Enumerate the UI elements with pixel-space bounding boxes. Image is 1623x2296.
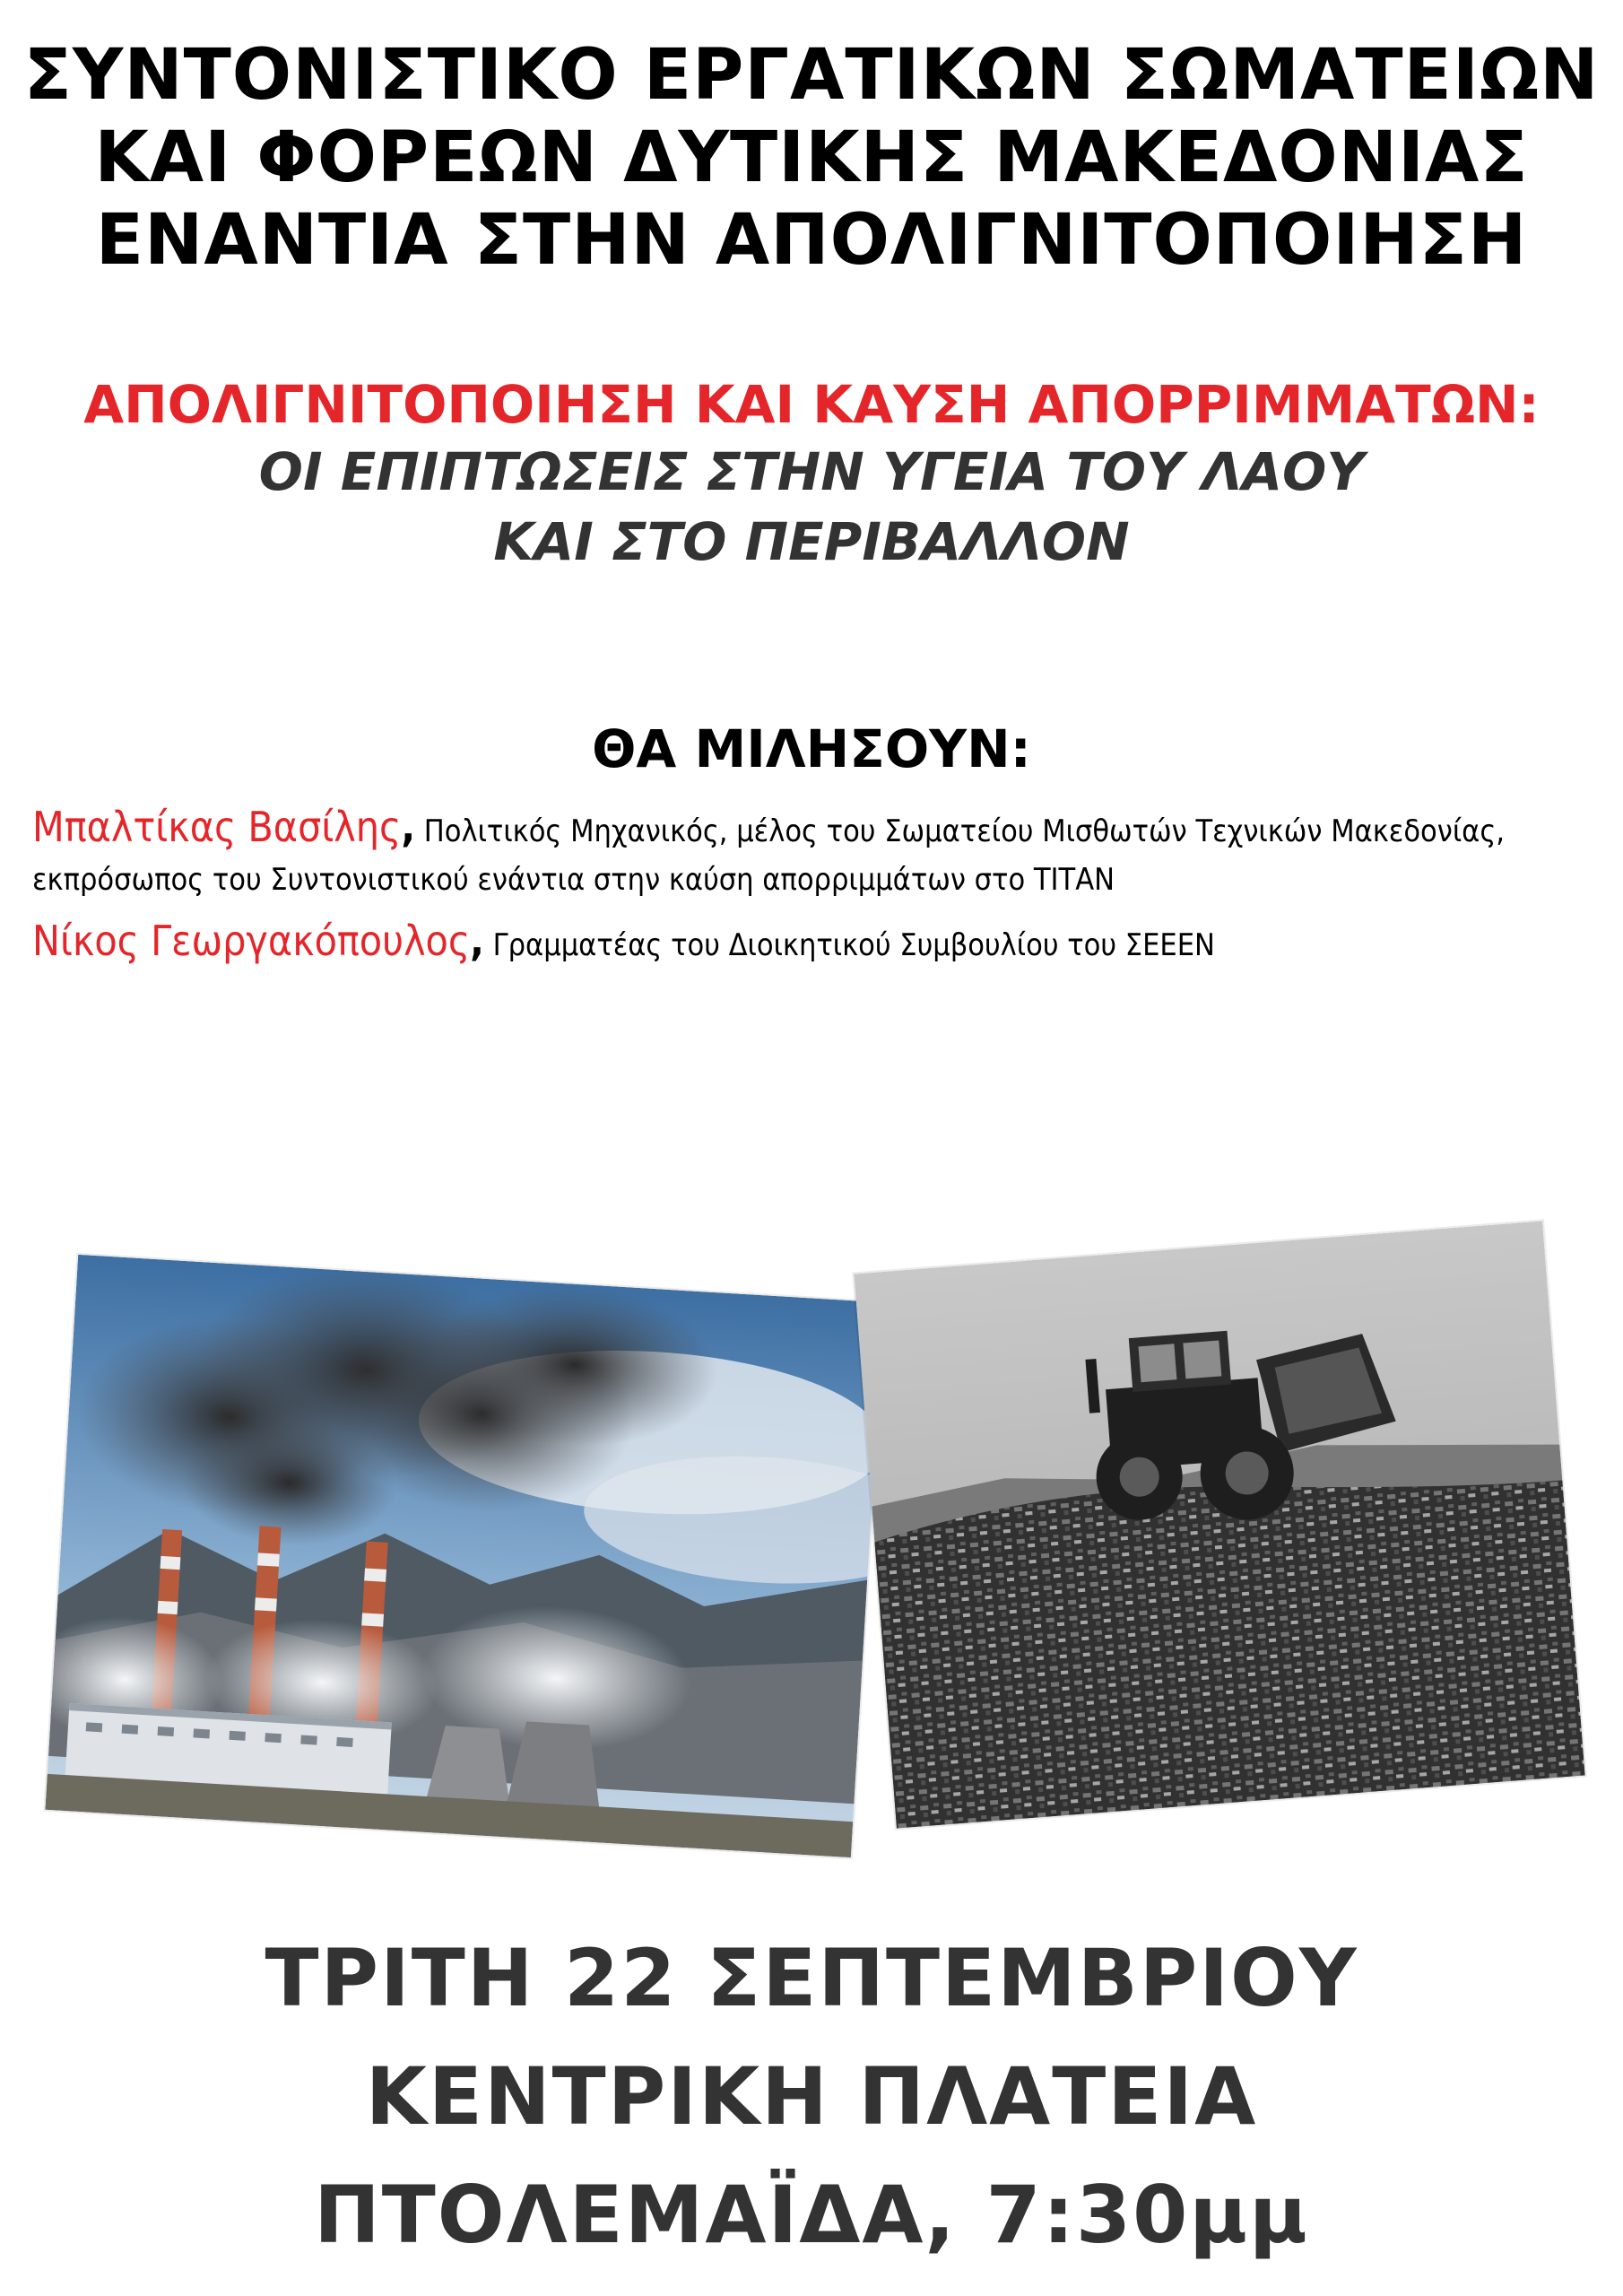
- organisation-header: [0, 34, 1623, 282]
- speaker-item: [32, 917, 1593, 970]
- event-venue: ΚΕΝΤΡΙΚΗ ΠΛΑΤΕΙΑ: [365, 2050, 1258, 2143]
- header-line-2: ΚΑΙ ΦΟΡΕΩΝ ΔΥΤΙΚΗΣ ΜΑΚΕΔΟΝΙΑΣ: [94, 117, 1529, 198]
- landfill-photo: [854, 1221, 1584, 1828]
- speaker-separator: ,: [401, 803, 416, 851]
- header-line-3: ΕΝΑΝΤΙΑ ΣΤΗΝ ΑΠΟΛΙΓΝΙΤΟΠΟΙΗΣΗ: [95, 200, 1528, 281]
- event-date: ΤΡΙΤΗ 22 ΣΕΠΤΕΜΒΡΙΟΥ: [265, 1932, 1358, 2024]
- power-plant-photo: [45, 1255, 883, 1857]
- topic-title: ΑΠΟΛΙΓΝΙΤΟΠΟΙΗΣΗ ΚΑΙ ΚΑΥΣΗ ΑΠΟΡΡΙΜΜΑΤΩΝ:: [83, 374, 1540, 435]
- topic-subtitle-line-2: ΚΑΙ ΣΤΟ ΠΕΡΙΒΑΛΛΟΝ: [493, 511, 1130, 572]
- speaker-name: Μπαλτίκας Βασίλης: [32, 803, 402, 851]
- speakers-list: [32, 803, 1593, 970]
- speaker-item: [32, 803, 1593, 904]
- speaker-description: Πολιτικός Μηχανικός, μέλος του Σωματείου Μισθωτών Τεχνικών Μακεδονίας, εκπρόσωπος του Συντονιστικού ενάντια στην καύση απορριμμάτων στο ΤΙΤΑΝ: [32, 813, 1506, 898]
- speaker-name: Νίκος Γεωργακόπουλος: [32, 917, 471, 965]
- speakers-heading: ΘΑ ΜΙΛΗΣΟΥΝ:: [592, 718, 1031, 779]
- power-plant-illustration: [45, 1255, 883, 1857]
- event-topic: [0, 372, 1623, 577]
- event-details: [0, 1919, 1623, 2274]
- header-line-1: ΣΥΝΤΟΝΙΣΤΙΚΟ ΕΡΓΑΤΙΚΩΝ ΣΩΜΑΤΕΙΩΝ: [23, 35, 1600, 116]
- speaker-description: Γραμματέας του Διοικητικού Συμβουλίου του ΣΕΕΕΝ: [483, 927, 1215, 963]
- topic-subtitle-line-1: ΟΙ ΕΠΙΠΤΩΣΕΙΣ ΣΤΗΝ ΥΓΕΙΑ ΤΟΥ ΛΑΟΥ: [258, 441, 1365, 502]
- speaker-separator: ,: [470, 917, 484, 965]
- event-location-time: ΠΤΟΛΕΜΑΪΔΑ, 7:30μμ: [314, 2169, 1309, 2261]
- landfill-illustration: [854, 1221, 1584, 1828]
